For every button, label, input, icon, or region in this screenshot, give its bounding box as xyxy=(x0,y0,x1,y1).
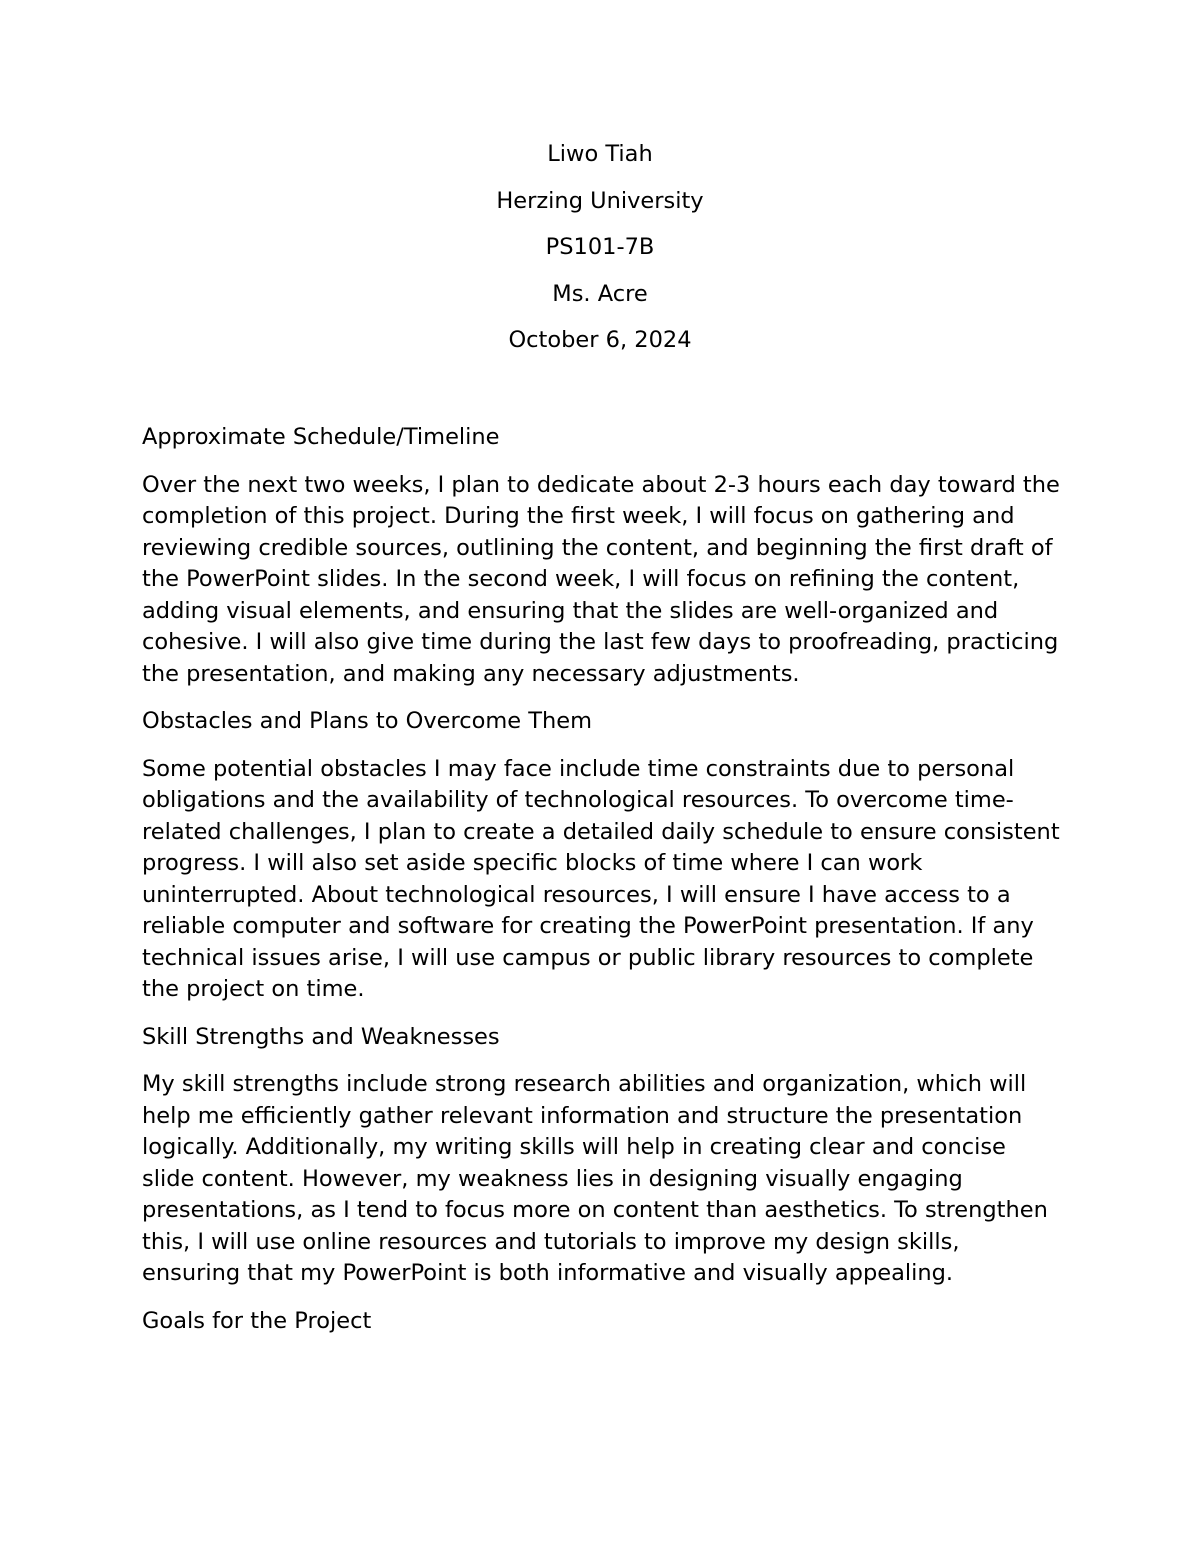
schedule-paragraph: Over the next two weeks, I plan to dedicate about 2-3 hours each day toward the completion of this project. During the first week, I will focus on gathering and reviewing credible sources, outlining the content, and beginning the first draft of the PowerPoint slides. In the second week, I will focus on refining the content, adding visual elements, and ensuring that the slides are well-organized and cohesive. I will also give time during the last few days to proofreading, practicing the presentation, and making any necessary adjustments. xyxy=(142,471,1060,687)
course-code: PS101-7B xyxy=(545,234,655,260)
schedule-heading: Approximate Schedule/Timeline xyxy=(142,424,500,450)
obstacles-paragraph: Some potential obstacles I may face include time constraints due to personal obligations and the availability of technological resources. To overcome time-related challenges, I plan to create a detailed daily schedule to ensure consistent progress. I will also set aside specific blocks of time where I can work uninterrupted. About technological resources, I will ensure I have access to a reliable computer and software for creating the PowerPoint presentation. If any technical issues arise, I will use campus or public library resources to complete the project on time. xyxy=(142,755,1060,1002)
instructor-name: Ms. Acre xyxy=(552,280,648,307)
title-block xyxy=(0,139,1200,372)
skills-heading: Skill Strengths and Weaknesses xyxy=(142,1023,500,1050)
author-name: Liwo Tiah xyxy=(547,141,653,167)
skills-paragraph: My skill strengths include strong research abilities and organization, which will help me efficiently gather relevant information and structure the presentation logically. Additionally, my writing skills will help in creating clear and concise slide content. However, my weakness lies in designing visually engaging presentations, as I tend to focus more on content than aesthetics. To strengthen this, I will use online resources and tutorials to improve my design skills, ensuring that my PowerPoint is both informative and visually appealing. xyxy=(142,1071,1048,1286)
institution-name: Herzing University xyxy=(496,187,704,214)
obstacles-heading: Obstacles and Plans to Overcome Them xyxy=(142,708,593,734)
document-body xyxy=(142,422,1062,1353)
goals-heading: Goals for the Project xyxy=(142,1307,372,1334)
document-date: October 6, 2024 xyxy=(508,327,692,353)
